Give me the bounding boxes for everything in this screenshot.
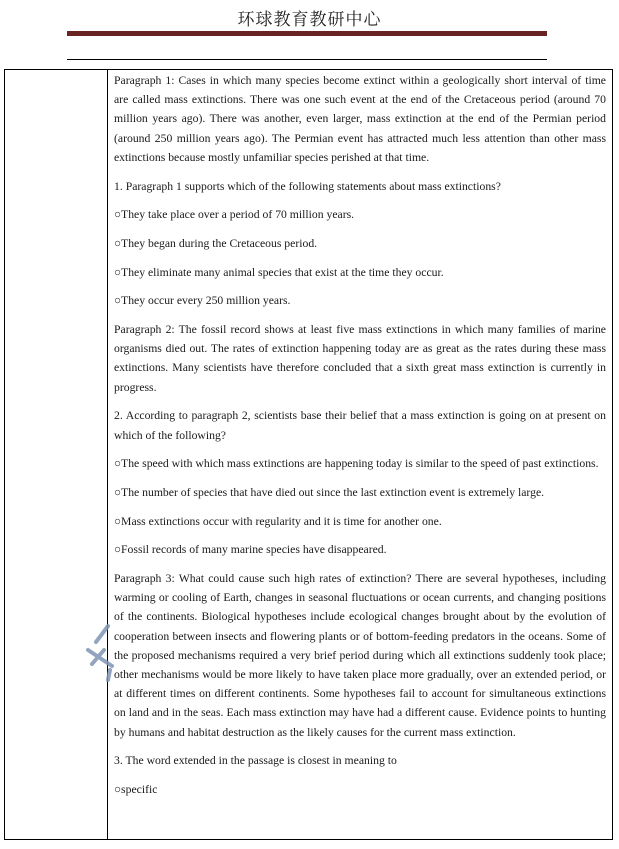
left-column xyxy=(5,70,108,839)
question-2-option-d[interactable]: ○Fossil records of many marine species have disappeared. xyxy=(114,543,387,557)
question-1-prompt: 1. Paragraph 1 supports which of the following statements about mass extinctions? xyxy=(114,179,501,193)
paragraph-3: Paragraph 3: What could cause such high rates of extinction? There are several hypotheses, including warming or cooling of Earth, changes in seasonal fluctuations or ocean currents, and changing positions of the continents. Biological hypotheses include ecological changes brought about by the evolution of cooperation between insects and flowering plants or of bottom-feeding predators in the oceans. Some of the proposed mechanisms required a very brief period during which all extinctions suddenly took place; other mechanisms would be more likely to have taken place more gradually, over an extended period, or at different times on different continents. Some hypotheses fail to account for simultaneous extinctions on land and in the seas. Each mass extinction may have had a different cause. Evidence points to hunting by humans and habitat destruction as the likely causes for the current mass extinction. xyxy=(114,572,606,739)
header-accent-bar xyxy=(67,31,547,36)
header-title: 环球教育教研中心 xyxy=(237,10,382,30)
question-1-option-c[interactable]: ○They eliminate many animal species that exist at the time they occur. xyxy=(114,265,444,279)
document-table xyxy=(4,69,613,840)
question-3-prompt: 3. The word extended in the passage is closest in meaning to xyxy=(114,754,397,768)
question-2-prompt: 2. According to paragraph 2, scientists base their belief that a mass extinction is going on at present on which of the following? xyxy=(114,409,606,442)
question-1-option-b[interactable]: ○They began during the Cretaceous period. xyxy=(114,236,318,250)
question-2-option-b[interactable]: ○The number of species that have died out since the last extinction event is extremely large. xyxy=(114,485,545,499)
watermark-logo-icon xyxy=(82,620,118,684)
header-divider xyxy=(67,59,547,60)
question-1-option-d[interactable]: ○They occur every 250 million years. xyxy=(114,294,291,308)
content-column xyxy=(108,70,612,839)
paragraph-1: Paragraph 1: Cases in which many species become extinct within a geologically short interval of time are called mass extinctions. There was one such event at the end of the Cretaceous period (around 70 million years ago). There was another, even larger, mass extinction at the end of the Permian period (around 250 million years ago). The Permian event has attracted much less attention than other mass extinctions because mostly unfamiliar species perished at that time. xyxy=(114,74,606,164)
question-2-option-a[interactable]: ○The speed with which mass extinctions are happening today is similar to the speed of past extinctions. xyxy=(114,457,599,471)
paragraph-2: Paragraph 2: The fossil record shows at least five mass extinctions in which many families of marine organisms died out. The rates of extinction happening today are as great as the rates during these mass extinctions. Many scientists have therefore concluded that a sixth great mass extinction is currently in progress. xyxy=(114,323,606,394)
question-1-option-a[interactable]: ○They take place over a period of 70 million years. xyxy=(114,208,355,222)
question-3-option-a[interactable]: ○specific xyxy=(114,783,158,797)
question-2-option-c[interactable]: ○Mass extinctions occur with regularity and it is time for another one. xyxy=(114,514,442,528)
